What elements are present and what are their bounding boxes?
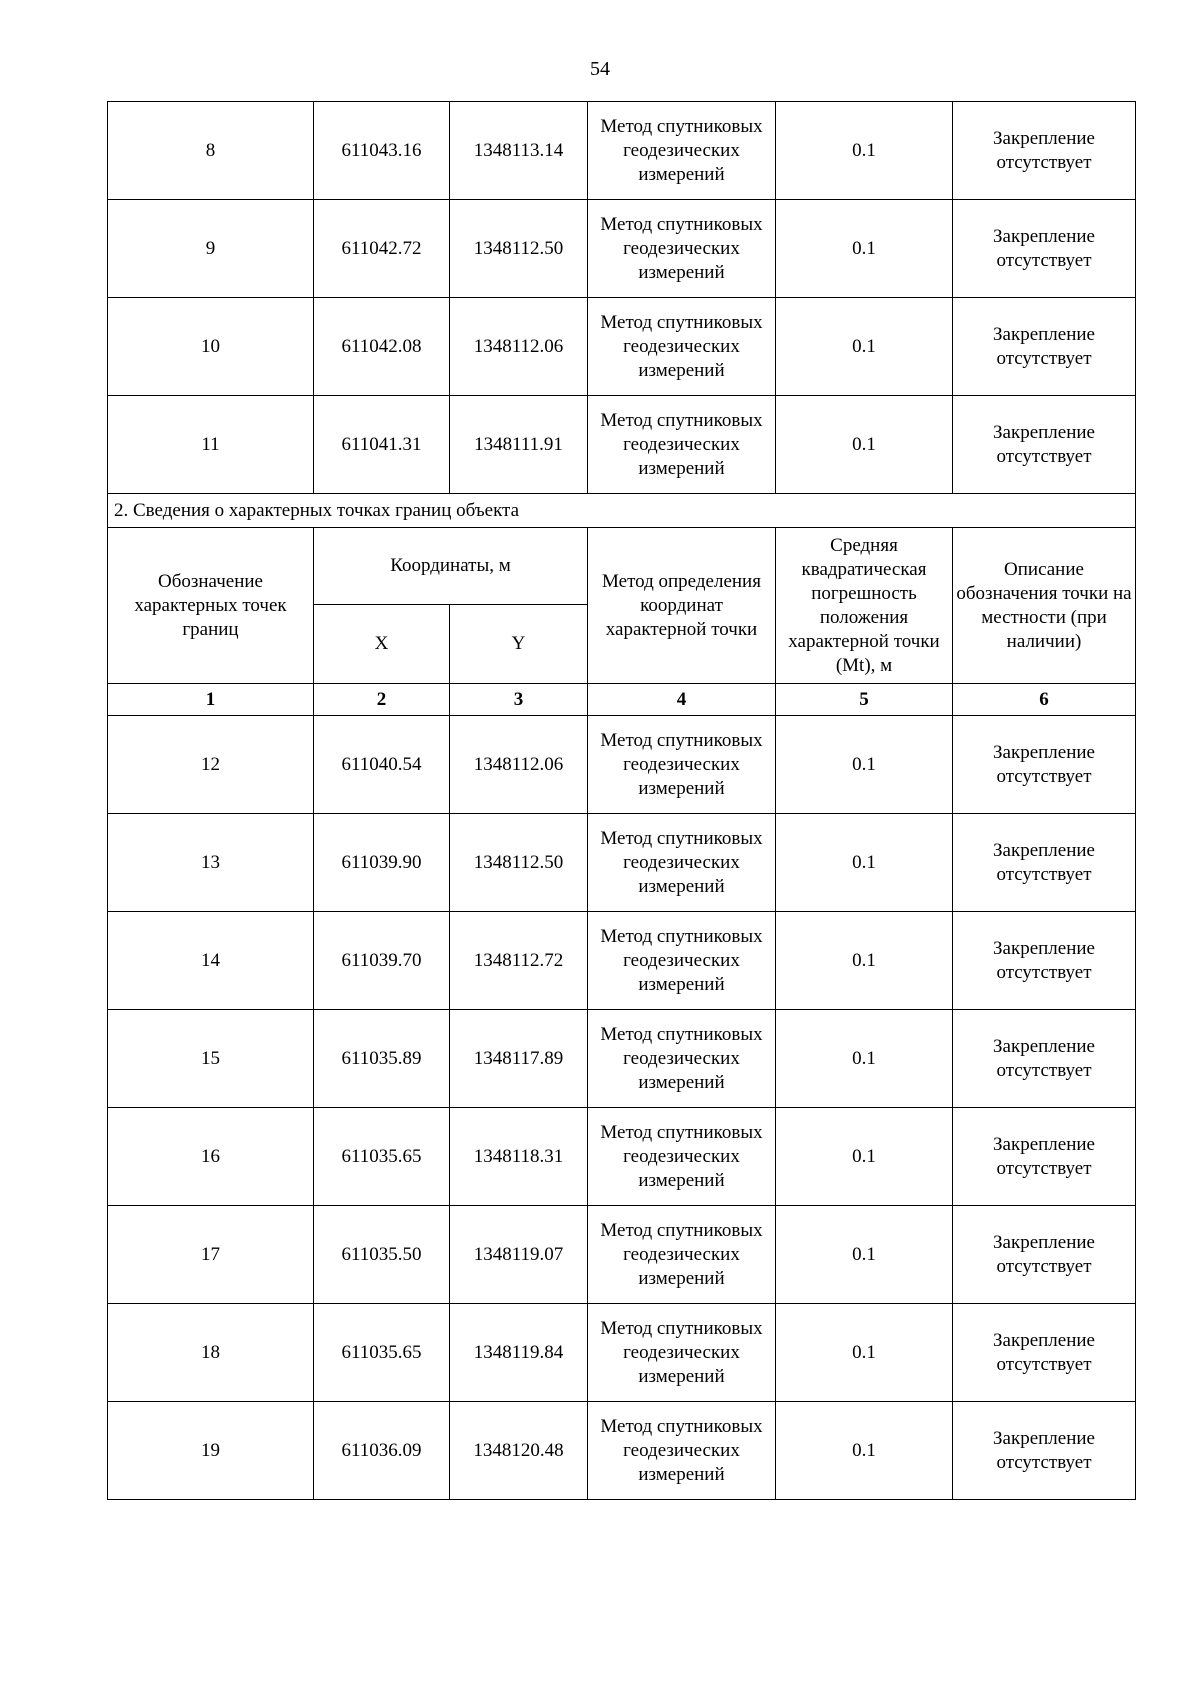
description-cell: Закрепление отсутствует <box>953 1304 1136 1402</box>
header-row-top <box>108 528 1136 605</box>
x-coordinate-cell: 611043.16 <box>314 102 450 200</box>
column-number: 5 <box>776 684 953 716</box>
column-number: 6 <box>953 684 1136 716</box>
y-coordinate-cell: 1348119.84 <box>450 1304 588 1402</box>
x-coordinate-cell: 611035.65 <box>314 1304 450 1402</box>
error-cell: 0.1 <box>776 912 953 1010</box>
y-coordinate-cell: 1348120.48 <box>450 1402 588 1500</box>
y-coordinate-cell: 1348118.31 <box>450 1108 588 1206</box>
header-designation: Обозначение характерных точек границ <box>108 528 314 684</box>
x-coordinate-cell: 611035.65 <box>314 1108 450 1206</box>
error-cell: 0.1 <box>776 814 953 912</box>
method-cell: Метод спутниковых геодезических измерений <box>588 814 776 912</box>
column-number: 1 <box>108 684 314 716</box>
description-cell: Закрепление отсутствует <box>953 1108 1136 1206</box>
section-title: 2. Сведения о характерных точках границ объекта <box>108 494 1136 528</box>
point-id-cell: 14 <box>108 912 314 1010</box>
table-row <box>108 200 1136 298</box>
table-row <box>108 1402 1136 1500</box>
method-cell: Метод спутниковых геодезических измерений <box>588 1206 776 1304</box>
method-cell: Метод спутниковых геодезических измерений <box>588 1010 776 1108</box>
y-coordinate-cell: 1348112.06 <box>450 298 588 396</box>
description-cell: Закрепление отсутствует <box>953 1402 1136 1500</box>
y-coordinate-cell: 1348112.72 <box>450 912 588 1010</box>
method-cell: Метод спутниковых геодезических измерений <box>588 1108 776 1206</box>
error-cell: 0.1 <box>776 1402 953 1500</box>
table-row <box>108 1010 1136 1108</box>
x-coordinate-cell: 611040.54 <box>314 716 450 814</box>
x-coordinate-cell: 611039.70 <box>314 912 450 1010</box>
y-coordinate-cell: 1348112.50 <box>450 814 588 912</box>
x-coordinate-cell: 611041.31 <box>314 396 450 494</box>
error-cell: 0.1 <box>776 396 953 494</box>
page-number: 54 <box>590 58 610 80</box>
y-coordinate-cell: 1348112.50 <box>450 200 588 298</box>
error-cell: 0.1 <box>776 716 953 814</box>
point-id-cell: 8 <box>108 102 314 200</box>
y-coordinate-cell: 1348112.06 <box>450 716 588 814</box>
header-coordinates: Координаты, м <box>314 528 588 605</box>
point-id-cell: 9 <box>108 200 314 298</box>
method-cell: Метод спутниковых геодезических измерений <box>588 298 776 396</box>
method-cell: Метод спутниковых геодезических измерений <box>588 102 776 200</box>
table-body-before <box>108 102 1136 494</box>
description-cell: Закрепление отсутствует <box>953 1206 1136 1304</box>
description-cell: Закрепление отсутствует <box>953 102 1136 200</box>
table-row <box>108 1304 1136 1402</box>
point-id-cell: 10 <box>108 298 314 396</box>
method-cell: Метод спутниковых геодезических измерений <box>588 1304 776 1402</box>
description-cell: Закрепление отсутствует <box>953 814 1136 912</box>
column-number: 4 <box>588 684 776 716</box>
method-cell: Метод спутниковых геодезических измерений <box>588 912 776 1010</box>
y-coordinate-cell: 1348117.89 <box>450 1010 588 1108</box>
error-cell: 0.1 <box>776 1108 953 1206</box>
point-id-cell: 13 <box>108 814 314 912</box>
method-cell: Метод спутниковых геодезических измерений <box>588 716 776 814</box>
error-cell: 0.1 <box>776 102 953 200</box>
x-coordinate-cell: 611035.89 <box>314 1010 450 1108</box>
table-row <box>108 298 1136 396</box>
y-coordinate-cell: 1348113.14 <box>450 102 588 200</box>
table-row <box>108 102 1136 200</box>
point-id-cell: 15 <box>108 1010 314 1108</box>
table-row <box>108 1206 1136 1304</box>
description-cell: Закрепление отсутствует <box>953 298 1136 396</box>
description-cell: Закрепление отсутствует <box>953 716 1136 814</box>
x-coordinate-cell: 611039.90 <box>314 814 450 912</box>
table-row <box>108 396 1136 494</box>
header-description: Описание обозначения точки на местности (при наличии) <box>953 528 1136 684</box>
error-cell: 0.1 <box>776 1010 953 1108</box>
point-id-cell: 11 <box>108 396 314 494</box>
table-row <box>108 912 1136 1010</box>
header-method: Метод определения координат характерной точки <box>588 528 776 684</box>
method-cell: Метод спутниковых геодезических измерений <box>588 396 776 494</box>
point-id-cell: 16 <box>108 1108 314 1206</box>
description-cell: Закрепление отсутствует <box>953 200 1136 298</box>
x-coordinate-cell: 611035.50 <box>314 1206 450 1304</box>
point-id-cell: 19 <box>108 1402 314 1500</box>
error-cell: 0.1 <box>776 298 953 396</box>
table-body-after <box>108 716 1136 1500</box>
y-coordinate-cell: 1348119.07 <box>450 1206 588 1304</box>
point-id-cell: 17 <box>108 1206 314 1304</box>
section-row <box>108 494 1136 528</box>
table-row <box>108 716 1136 814</box>
header-x: X <box>314 605 450 684</box>
table-row <box>108 814 1136 912</box>
table-header-block <box>108 494 1136 716</box>
x-coordinate-cell: 611042.72 <box>314 200 450 298</box>
x-coordinate-cell: 611042.08 <box>314 298 450 396</box>
error-cell: 0.1 <box>776 1304 953 1402</box>
description-cell: Закрепление отсутствует <box>953 396 1136 494</box>
header-y: Y <box>450 605 588 684</box>
column-number: 3 <box>450 684 588 716</box>
y-coordinate-cell: 1348111.91 <box>450 396 588 494</box>
column-number: 2 <box>314 684 450 716</box>
method-cell: Метод спутниковых геодезических измерений <box>588 200 776 298</box>
x-coordinate-cell: 611036.09 <box>314 1402 450 1500</box>
boundary-points-table <box>107 101 1136 1500</box>
table-row <box>108 1108 1136 1206</box>
description-cell: Закрепление отсутствует <box>953 912 1136 1010</box>
column-number-row <box>108 684 1136 716</box>
point-id-cell: 18 <box>108 1304 314 1402</box>
error-cell: 0.1 <box>776 200 953 298</box>
header-error: Средняя квадратическая погрешность положения характерной точки (Mt), м <box>776 528 953 684</box>
error-cell: 0.1 <box>776 1206 953 1304</box>
point-id-cell: 12 <box>108 716 314 814</box>
method-cell: Метод спутниковых геодезических измерений <box>588 1402 776 1500</box>
description-cell: Закрепление отсутствует <box>953 1010 1136 1108</box>
